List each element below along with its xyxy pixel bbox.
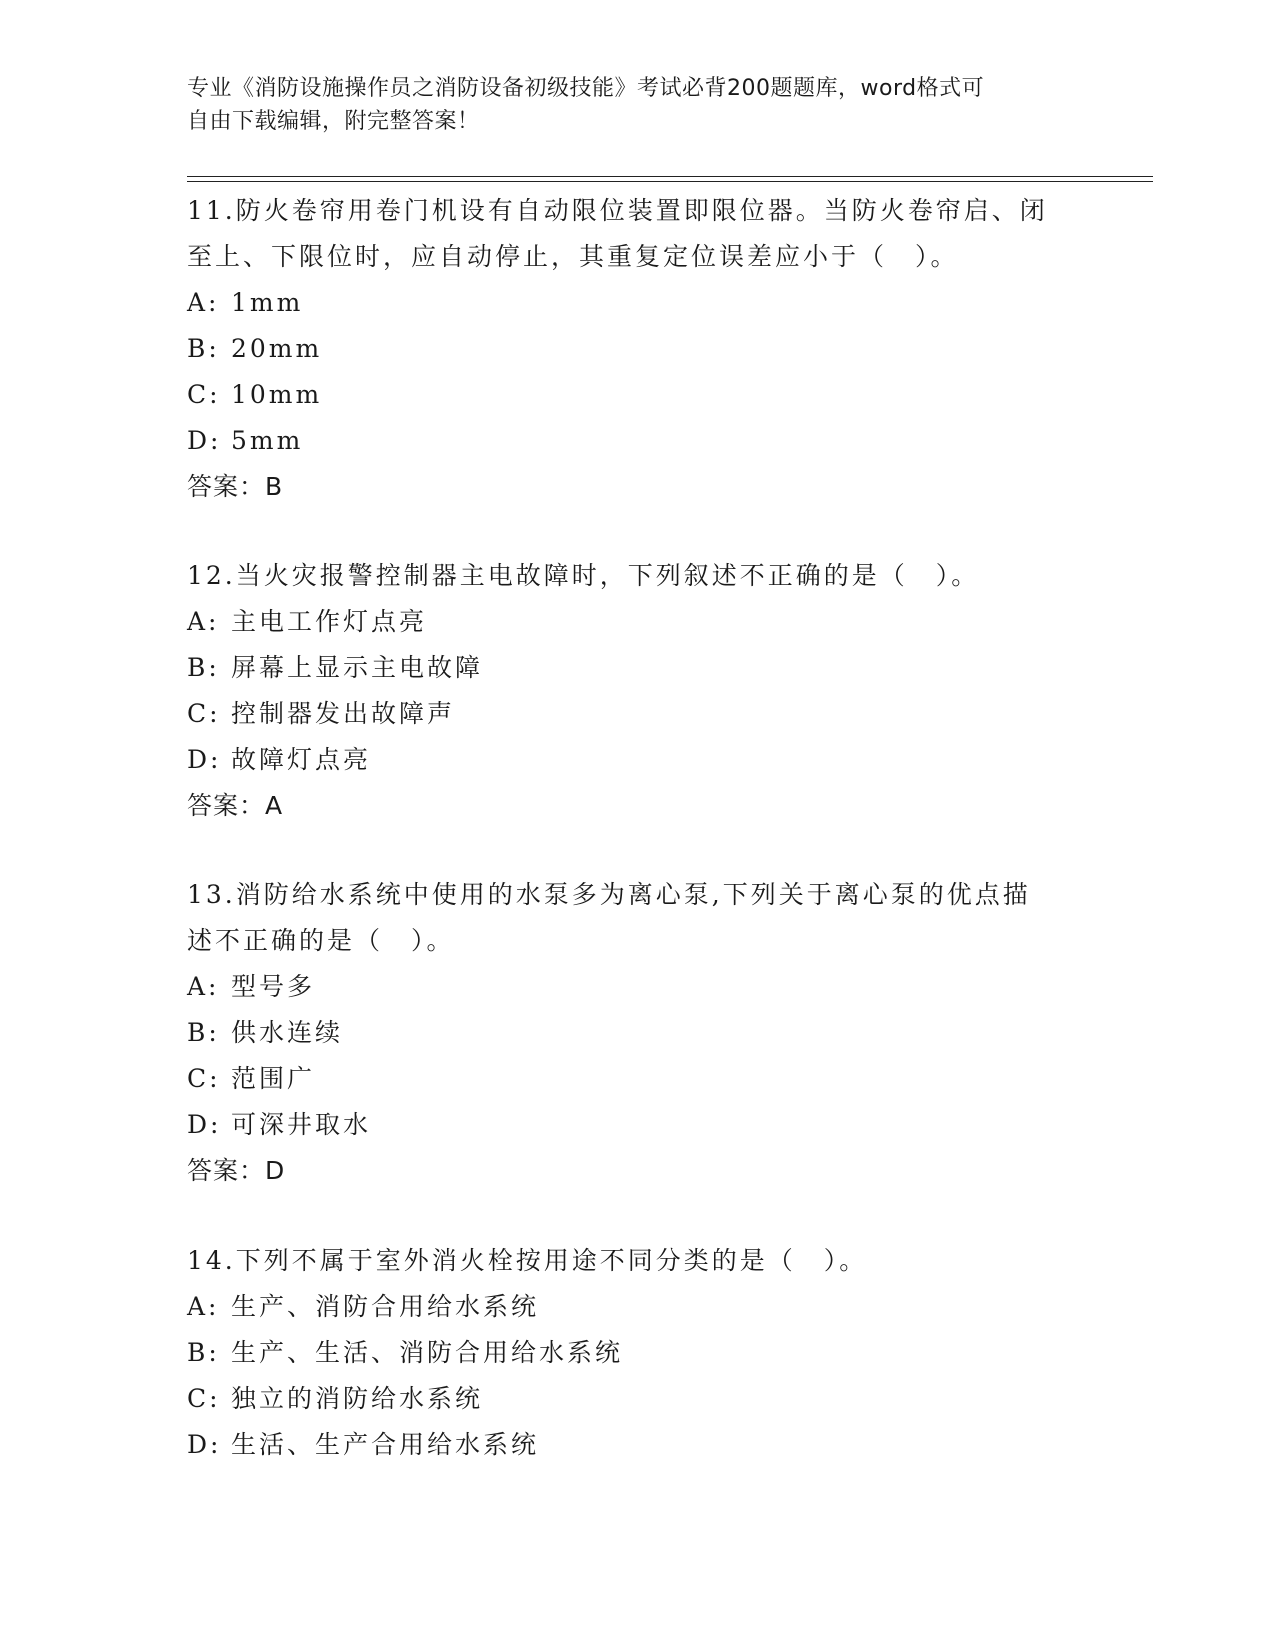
- option-key: C:: [187, 699, 221, 728]
- option-key: A:: [187, 607, 220, 636]
- option-b: [187, 1010, 1087, 1056]
- question-14: [187, 1238, 1087, 1468]
- option-key: D:: [187, 1110, 222, 1139]
- header-divider-bottom: [187, 181, 1153, 182]
- question-stem: 13.消防给水系统中使用的水泵多为离心泵,下列关于离心泵的优点描: [187, 880, 1031, 909]
- option-text: 主电工作灯点亮: [231, 607, 428, 636]
- option-text: 生产、消防合用给水系统: [231, 1292, 540, 1321]
- option-b: [187, 326, 1087, 372]
- option-key: D:: [187, 745, 222, 774]
- option-key: D:: [187, 1430, 222, 1459]
- document-header: [187, 72, 1077, 138]
- option-text: 故障灯点亮: [231, 745, 372, 774]
- answer-line: 答案：A: [187, 791, 284, 820]
- header-divider-top: [187, 176, 1153, 177]
- option-key: B:: [187, 1018, 220, 1047]
- option-c: [187, 691, 1087, 737]
- option-text: 生产、生活、消防合用给水系统: [231, 1338, 624, 1367]
- option-text: 型号多: [231, 972, 316, 1001]
- option-text: 控制器发出故障声: [231, 699, 456, 728]
- question-stem: 12.当火灾报警控制器主电故障时，下列叙述不正确的是（ ）。: [187, 561, 980, 590]
- question-13: [187, 872, 1087, 1194]
- option-a: [187, 964, 1087, 1010]
- option-text: 独立的消防给水系统: [231, 1384, 484, 1413]
- question-stem: 11.防火卷帘用卷门机设有自动限位装置即限位器。当防火卷帘启、闭: [187, 196, 1048, 225]
- question-11: [187, 188, 1087, 510]
- option-text: 范围广: [231, 1064, 316, 1093]
- option-key: C:: [187, 1384, 221, 1413]
- header-line-1: 专业《消防设施操作员之消防设备初级技能》考试必背200题题库，word格式可: [187, 76, 985, 101]
- option-c: [187, 1056, 1087, 1102]
- option-key: B:: [187, 334, 220, 363]
- question-12: [187, 553, 1087, 829]
- option-a: [187, 1284, 1087, 1330]
- answer-line: 答案：D: [187, 1156, 286, 1185]
- option-text: 1mm: [231, 288, 304, 317]
- option-a: [187, 280, 1087, 326]
- option-key: A:: [187, 1292, 220, 1321]
- option-text: 可深井取水: [231, 1110, 372, 1139]
- question-stem: 14.下列不属于室外消火栓按用途不同分类的是（ ）。: [187, 1246, 868, 1275]
- option-d: [187, 1422, 1087, 1468]
- header-line-2: 自由下载编辑，附完整答案！: [187, 109, 480, 134]
- option-key: A:: [187, 972, 220, 1001]
- answer-line: 答案：B: [187, 472, 284, 501]
- option-text: 供水连续: [231, 1018, 344, 1047]
- option-b: [187, 1330, 1087, 1376]
- option-c: [187, 372, 1087, 418]
- option-key: B:: [187, 653, 220, 682]
- option-c: [187, 1376, 1087, 1422]
- option-key: C:: [187, 1064, 221, 1093]
- option-text: 生活、生产合用给水系统: [231, 1430, 540, 1459]
- option-text: 20mm: [231, 334, 323, 363]
- option-key: A:: [187, 288, 220, 317]
- option-b: [187, 645, 1087, 691]
- option-d: [187, 1102, 1087, 1148]
- option-d: [187, 418, 1087, 464]
- question-stem: 述不正确的是（ ）。: [187, 926, 455, 955]
- option-key: B:: [187, 1338, 220, 1367]
- option-text: 5mm: [231, 426, 304, 455]
- option-key: C:: [187, 380, 221, 409]
- question-stem: 至上、下限位时，应自动停止，其重复定位误差应小于（ ）。: [187, 242, 959, 271]
- option-text: 10mm: [231, 380, 323, 409]
- option-d: [187, 737, 1087, 783]
- option-a: [187, 599, 1087, 645]
- option-text: 屏幕上显示主电故障: [231, 653, 484, 682]
- option-key: D:: [187, 426, 222, 455]
